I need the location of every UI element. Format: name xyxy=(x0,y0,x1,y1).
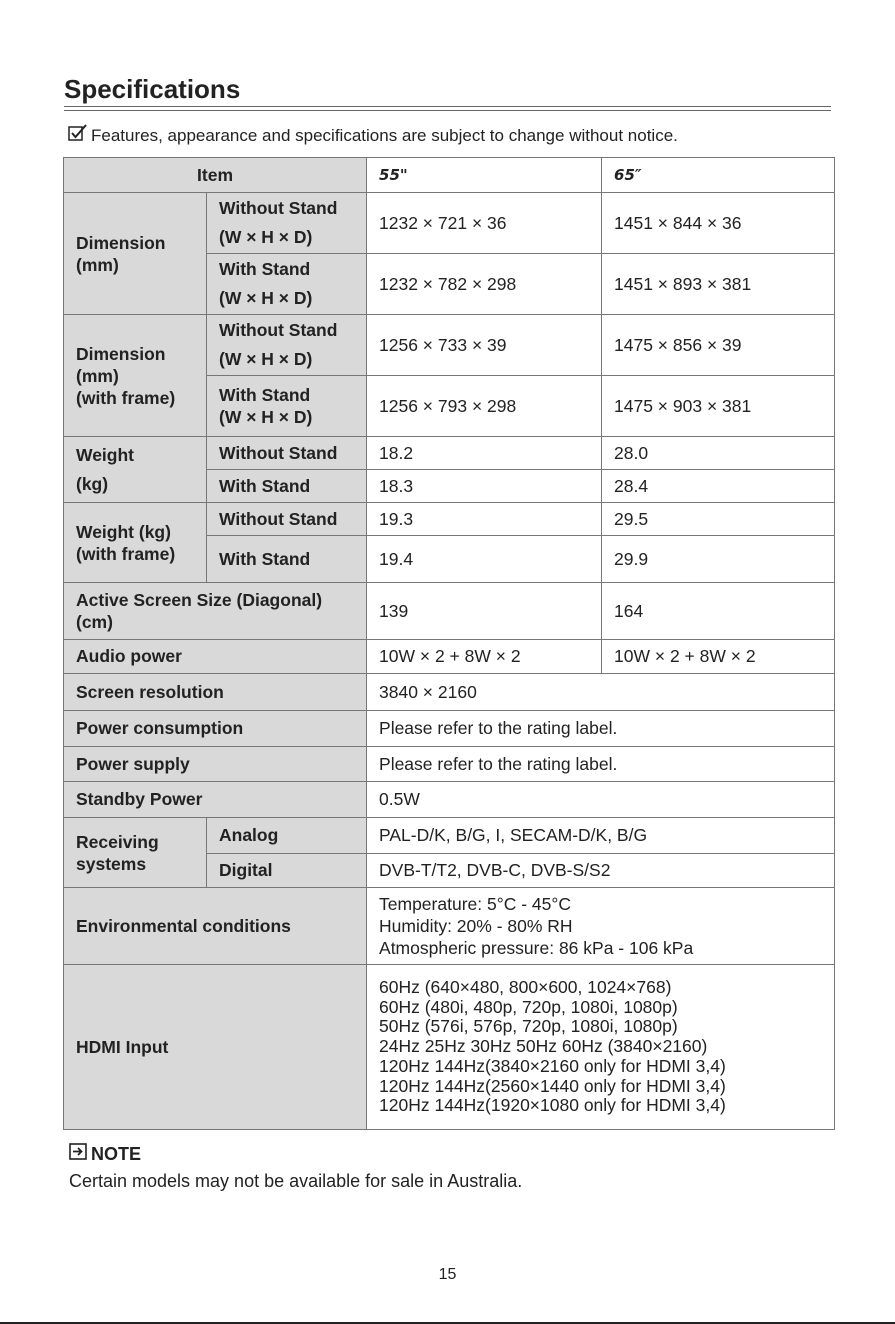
note-heading xyxy=(69,1143,141,1165)
table-row xyxy=(64,503,835,536)
dimf-with-65: 1475 × 903 × 381 xyxy=(602,376,835,437)
weight-with-55: 18.3 xyxy=(367,470,602,503)
with-stand-label: With Stand (W × H × D) xyxy=(207,254,367,315)
without-stand-label: Without Stand (W × H × D) xyxy=(207,315,367,376)
active-screen-label: Active Screen Size (Diagonal) (cm) xyxy=(64,583,367,640)
environmental-value: Temperature: 5°C - 45°C Humidity: 20% - 80% RH Atmospheric pressure: 86 kPa - 106 kPa xyxy=(367,888,835,965)
hdmi-value: 60Hz (640×480, 800×600, 1024×768) 60Hz (480i, 480p, 720p, 1080i, 1080p) 50Hz (576i, 576p, 720p, 1080i, 1080p) 24Hz 25Hz 30Hz 50Hz 60Hz (3840×2160) 120Hz 144Hz(3840×2160 only for HDMI 3,4) 120Hz 144Hz(2560×1440 only for HDMI 3,4) 120Hz 144Hz(1920×1080 only for HDMI 3,4) xyxy=(367,965,835,1130)
table-row xyxy=(64,782,835,818)
dimf-without-65: 1475 × 856 × 39 xyxy=(602,315,835,376)
page-number: 15 xyxy=(438,1266,457,1283)
with-stand-label: With Stand xyxy=(207,470,367,503)
with-stand-label: With Stand (W × H × D) xyxy=(207,376,367,437)
notice-text: Features, appearance and specifications are subject to change without notice. xyxy=(91,125,678,145)
weightf-with-55: 19.4 xyxy=(367,536,602,583)
power-consumption-label: Power consumption xyxy=(64,711,367,747)
weightf-without-65: 29.5 xyxy=(602,503,835,536)
dimension-frame-label: Dimension (mm) (with frame) xyxy=(64,315,207,437)
weight-without-65: 28.0 xyxy=(602,437,835,470)
table-row xyxy=(64,315,835,376)
table-row xyxy=(64,711,835,747)
spec-table xyxy=(63,157,835,1130)
notice xyxy=(68,124,678,147)
digital-value: DVB-T/T2, DVB-C, DVB-S/S2 xyxy=(367,854,835,888)
power-supply-value: Please refer to the rating label. xyxy=(367,747,835,782)
without-stand-label: Without Stand xyxy=(207,437,367,470)
table-row xyxy=(64,818,835,854)
environmental-label: Environmental conditions xyxy=(64,888,367,965)
dimf-with-55: 1256 × 793 × 298 xyxy=(367,376,602,437)
note-heading-text: NOTE xyxy=(91,1143,142,1164)
table-row xyxy=(64,583,835,640)
table-row xyxy=(64,747,835,782)
active-screen-55: 139 xyxy=(367,583,602,640)
weightf-with-65: 29.9 xyxy=(602,536,835,583)
weight-frame-label: Weight (kg) (with frame) xyxy=(64,503,207,583)
hdmi-label: HDMI Input xyxy=(64,965,367,1130)
table-row xyxy=(64,193,835,254)
dim-with-65: 1451 × 893 × 381 xyxy=(602,254,835,315)
audio-65: 10W × 2 + 8W × 2 xyxy=(602,640,835,674)
without-stand-label: Without Stand (W × H × D) xyxy=(207,193,367,254)
table-row xyxy=(64,888,835,965)
table-row xyxy=(64,437,835,470)
weight-with-65: 28.4 xyxy=(602,470,835,503)
with-stand-label: With Stand xyxy=(207,536,367,583)
standby-label: Standby Power xyxy=(64,782,367,818)
title-rule-bottom xyxy=(64,110,831,111)
receiving-label: Receiving systems xyxy=(64,818,207,888)
standby-value: 0.5W xyxy=(367,782,835,818)
table-row xyxy=(64,965,835,1130)
resolution-value: 3840 × 2160 xyxy=(367,674,835,711)
audio-label: Audio power xyxy=(64,640,367,674)
dimf-without-55: 1256 × 733 × 39 xyxy=(367,315,602,376)
table-row xyxy=(64,674,835,711)
digital-label: Digital xyxy=(207,854,367,888)
power-supply-label: Power supply xyxy=(64,747,367,782)
resolution-label: Screen resolution xyxy=(64,674,367,711)
dimension-label: Dimension (mm) xyxy=(64,193,207,315)
page-title: Specifications xyxy=(64,74,241,104)
without-stand-label: Without Stand xyxy=(207,503,367,536)
table-header-row xyxy=(64,158,835,193)
header-65: 65″ xyxy=(602,158,835,193)
dim-without-65: 1451 × 844 × 36 xyxy=(602,193,835,254)
note-icon xyxy=(69,1143,91,1165)
header-55: 55" xyxy=(367,158,602,193)
active-screen-65: 164 xyxy=(602,583,835,640)
checkbox-icon xyxy=(68,124,91,147)
weightf-without-55: 19.3 xyxy=(367,503,602,536)
table-row xyxy=(64,640,835,674)
note-text: Certain models may not be available for sale in Australia. xyxy=(69,1171,523,1191)
dim-with-55: 1232 × 782 × 298 xyxy=(367,254,602,315)
weight-label: Weight (kg) xyxy=(64,437,207,503)
title-rule-top xyxy=(64,106,831,107)
dim-without-55: 1232 × 721 × 36 xyxy=(367,193,602,254)
header-item: Item xyxy=(64,158,367,193)
analog-value: PAL-D/K, B/G, I, SECAM-D/K, B/G xyxy=(367,818,835,854)
power-consumption-value: Please refer to the rating label. xyxy=(367,711,835,747)
audio-55: 10W × 2 + 8W × 2 xyxy=(367,640,602,674)
analog-label: Analog xyxy=(207,818,367,854)
weight-without-55: 18.2 xyxy=(367,437,602,470)
